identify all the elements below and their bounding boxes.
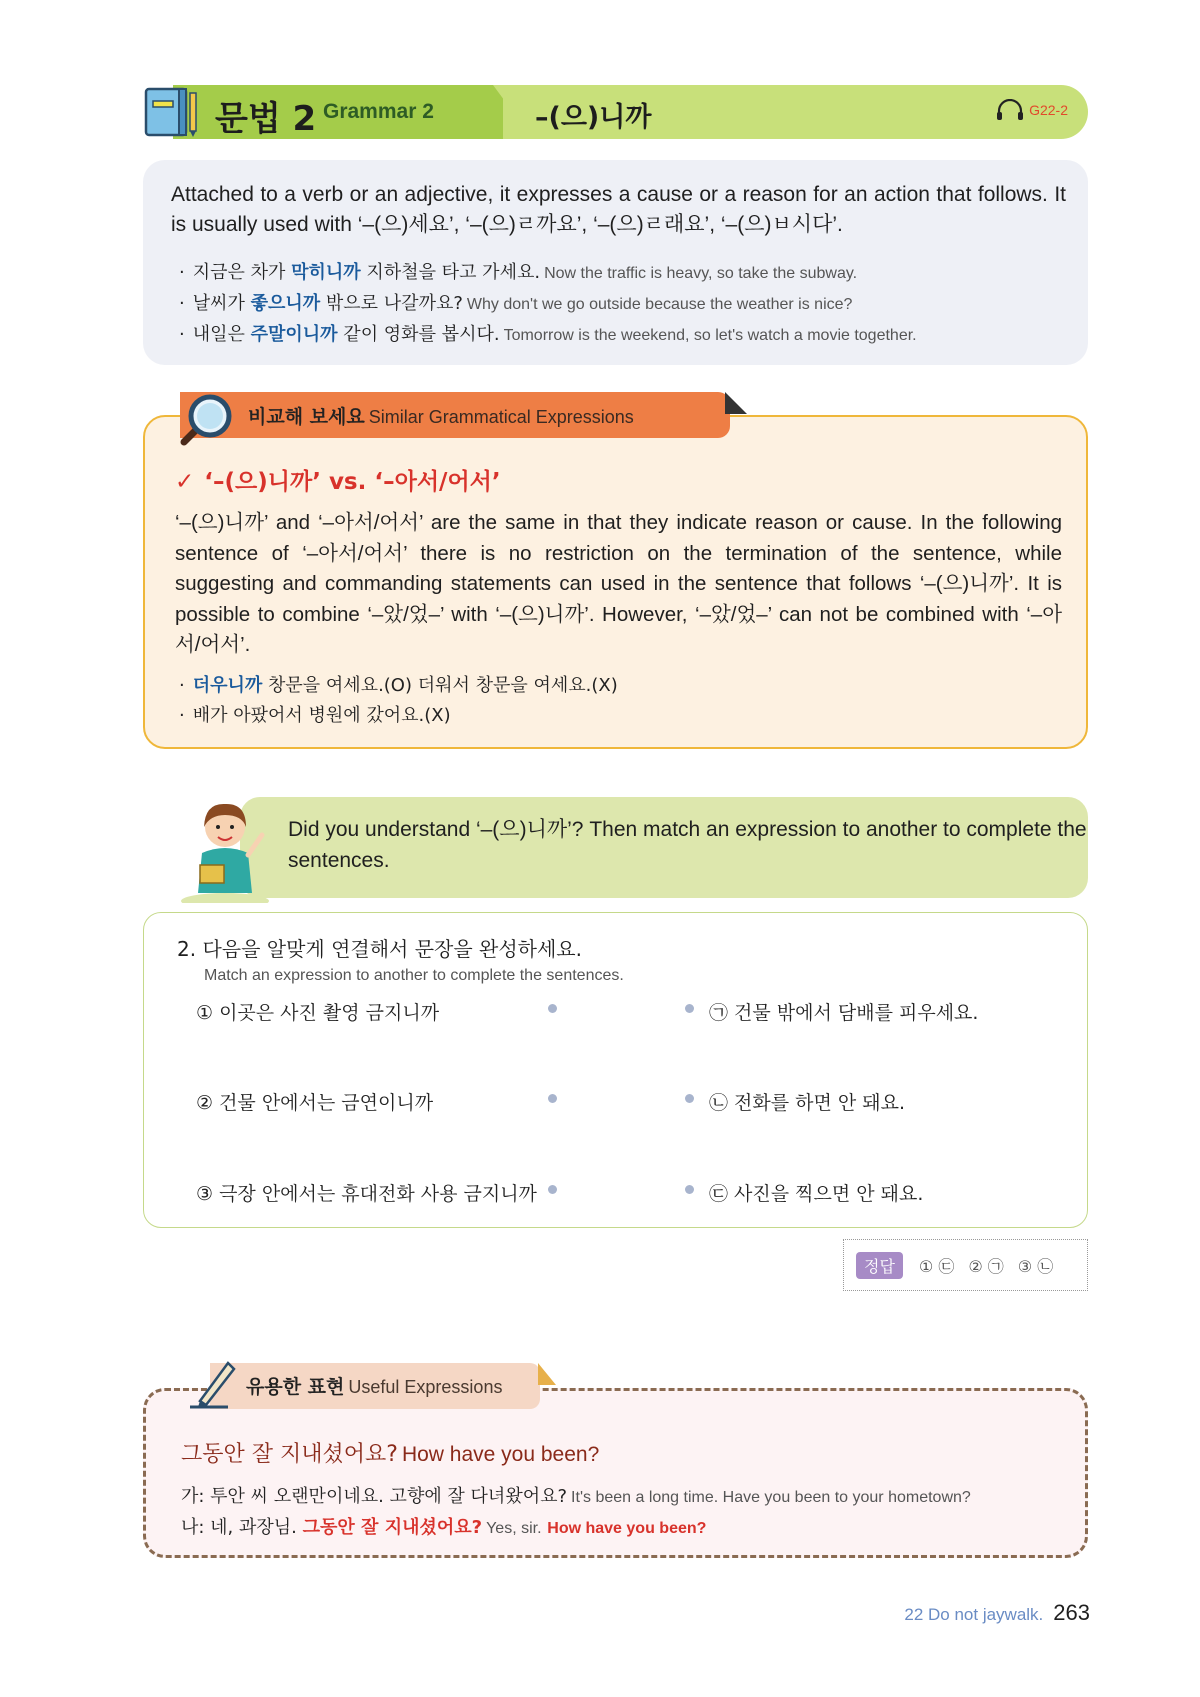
answer-item: ① ㉢ bbox=[918, 1256, 955, 1276]
audio-track-label: G22-2 bbox=[1029, 102, 1068, 118]
example-item: · 내일은 주말이니까 같이 영화를 봅시다. Tomorrow is the weekend, so let's watch a movie together. bbox=[171, 320, 1066, 351]
match-right-2: ㉡ 전화를 하면 안 돼요. bbox=[709, 1092, 906, 1114]
chapter-title: 22 Do not jaywalk. bbox=[904, 1605, 1044, 1624]
audio-track[interactable] bbox=[995, 99, 1068, 121]
example-item: · 지금은 차가 막히니까 지하철을 타고 가세요. Now the traffic is heavy, so take the subway. bbox=[171, 258, 1066, 289]
pen-icon bbox=[188, 1355, 238, 1411]
useful-tab-label: 유용한 표현 bbox=[246, 1376, 345, 1398]
compare-title: ✓ ‘–(으)니까’ vs. ‘–아서/어서’ bbox=[175, 469, 501, 495]
exercise-box bbox=[143, 912, 1088, 1228]
compare-tab-label: 비교해 보세요 bbox=[248, 406, 365, 428]
answer-key bbox=[843, 1239, 1088, 1291]
example-keyword: 좋으니까 bbox=[250, 293, 321, 314]
prompt-bubble bbox=[240, 797, 1088, 898]
match-dot-right-1[interactable] bbox=[685, 1004, 694, 1013]
page-number: 263 bbox=[1053, 1600, 1090, 1625]
tab-fold bbox=[538, 1363, 556, 1385]
match-left-2: ② 건물 안에서는 금연이니까 bbox=[196, 1092, 434, 1114]
compare-text: ‘–(으)니까’ and ‘–아서/어서’ are the same in that they indicate reason or cause. In the following sentence of ‘–아서/어서’ there is no restriction on the termination of the sentence, while suggesting and commanding statements can used in the sentence that follows ‘–(으)니까’. It is possible to combine ‘–았/었–’ with ‘–(으)니까’. However, ‘–았/었–’ can not be combined with ‘–아서/어서’. bbox=[175, 511, 1062, 656]
exercise-question: 2. 다음을 알맞게 연결해서 문장을 완성하세요. bbox=[177, 937, 582, 961]
match-right-1: ㉠ 건물 밖에서 담배를 피우세요. bbox=[709, 1002, 979, 1024]
dialogue-line-1: 가: 투안 씨 오랜만이네요. 고향에 잘 다녀왔어요? It's been a long time. Have you been to your hometown? bbox=[181, 1486, 971, 1507]
compare-tab-label-en: Similar Grammatical Expressions bbox=[368, 407, 634, 427]
page-footer bbox=[904, 1600, 1090, 1626]
dialogue-line-2: 나: 네, 과장님. 그동안 잘 지내셨어요? Yes, sir. How have you been? bbox=[181, 1517, 707, 1538]
compare-example-item: · 배가 아팠어서 병원에 갔어요.(X) bbox=[175, 701, 1062, 731]
teacher-illustration bbox=[180, 793, 270, 903]
explanation-text: Attached to a verb or an adjective, it expresses a cause or a reason for an action that follows. It is usually used with ‘–(으)세요’, ‘–(으)ㄹ까요’, ‘–(으)ㄹ래요’, ‘–(으)ㅂ시다’. bbox=[171, 183, 1066, 236]
prompt-text: Did you understand ‘–(으)니까’? Then match an expression to another to complete the sentences. bbox=[288, 818, 1087, 872]
explanation-box bbox=[143, 160, 1088, 365]
magnifier-icon bbox=[170, 388, 238, 456]
match-left-3: ③ 극장 안에서는 휴대전화 사용 금지니까 bbox=[196, 1183, 537, 1205]
match-right-3: ㉢ 사진을 찍으면 안 돼요. bbox=[709, 1183, 924, 1205]
example-keyword: 주말이니까 bbox=[250, 324, 338, 345]
match-left-1: ① 이곳은 사진 촬영 금지니까 bbox=[196, 1002, 440, 1024]
grammar-subtitle: Grammar 2 bbox=[323, 100, 434, 123]
example-translation: Why don't we go outside because the weather is nice? bbox=[466, 296, 853, 313]
example-translation: Tomorrow is the weekend, so let's watch a movie together. bbox=[503, 327, 917, 344]
exercise-question-en: Match an expression to another to complete the sentences. bbox=[204, 967, 624, 984]
useful-tab bbox=[210, 1363, 540, 1409]
match-dot-left-3[interactable] bbox=[548, 1185, 557, 1194]
example-keyword: 막히니까 bbox=[291, 262, 361, 283]
compare-box bbox=[143, 415, 1088, 749]
compare-example-item: · 더우니까 창문을 여세요.(O) 더워서 창문을 여세요.(X) bbox=[175, 671, 1062, 701]
answer-badge: 정답 bbox=[856, 1252, 903, 1279]
match-dot-right-3[interactable] bbox=[685, 1185, 694, 1194]
compare-tab bbox=[180, 392, 730, 438]
match-dot-left-1[interactable] bbox=[548, 1004, 557, 1013]
check-icon: ✓ bbox=[175, 469, 195, 495]
answer-item: ③ ㉡ bbox=[1017, 1256, 1054, 1276]
example-item: · 날씨가 좋으니까 밖으로 나갈까요? Why don't we go outside because the weather is nice? bbox=[171, 289, 1066, 320]
section-header bbox=[143, 85, 1088, 139]
match-dot-left-2[interactable] bbox=[548, 1094, 557, 1103]
answer-item: ② ㉠ bbox=[968, 1256, 1004, 1276]
tab-fold bbox=[725, 392, 747, 414]
match-dot-right-2[interactable] bbox=[685, 1094, 694, 1103]
headphones-icon bbox=[995, 99, 1025, 121]
grammar-pattern: –(으)니까 bbox=[535, 102, 652, 133]
compare-example-list bbox=[175, 671, 1062, 731]
example-translation: Now the traffic is heavy, so take the subway. bbox=[544, 265, 858, 282]
book-icon bbox=[143, 85, 199, 139]
useful-tab-label-en: Useful Expressions bbox=[348, 1377, 503, 1397]
useful-expressions-box bbox=[143, 1388, 1088, 1558]
example-list bbox=[171, 258, 1066, 351]
grammar-title: 문법 2 bbox=[215, 99, 317, 139]
useful-title: 그동안 잘 지내셨어요? How have you been? bbox=[181, 1442, 600, 1467]
